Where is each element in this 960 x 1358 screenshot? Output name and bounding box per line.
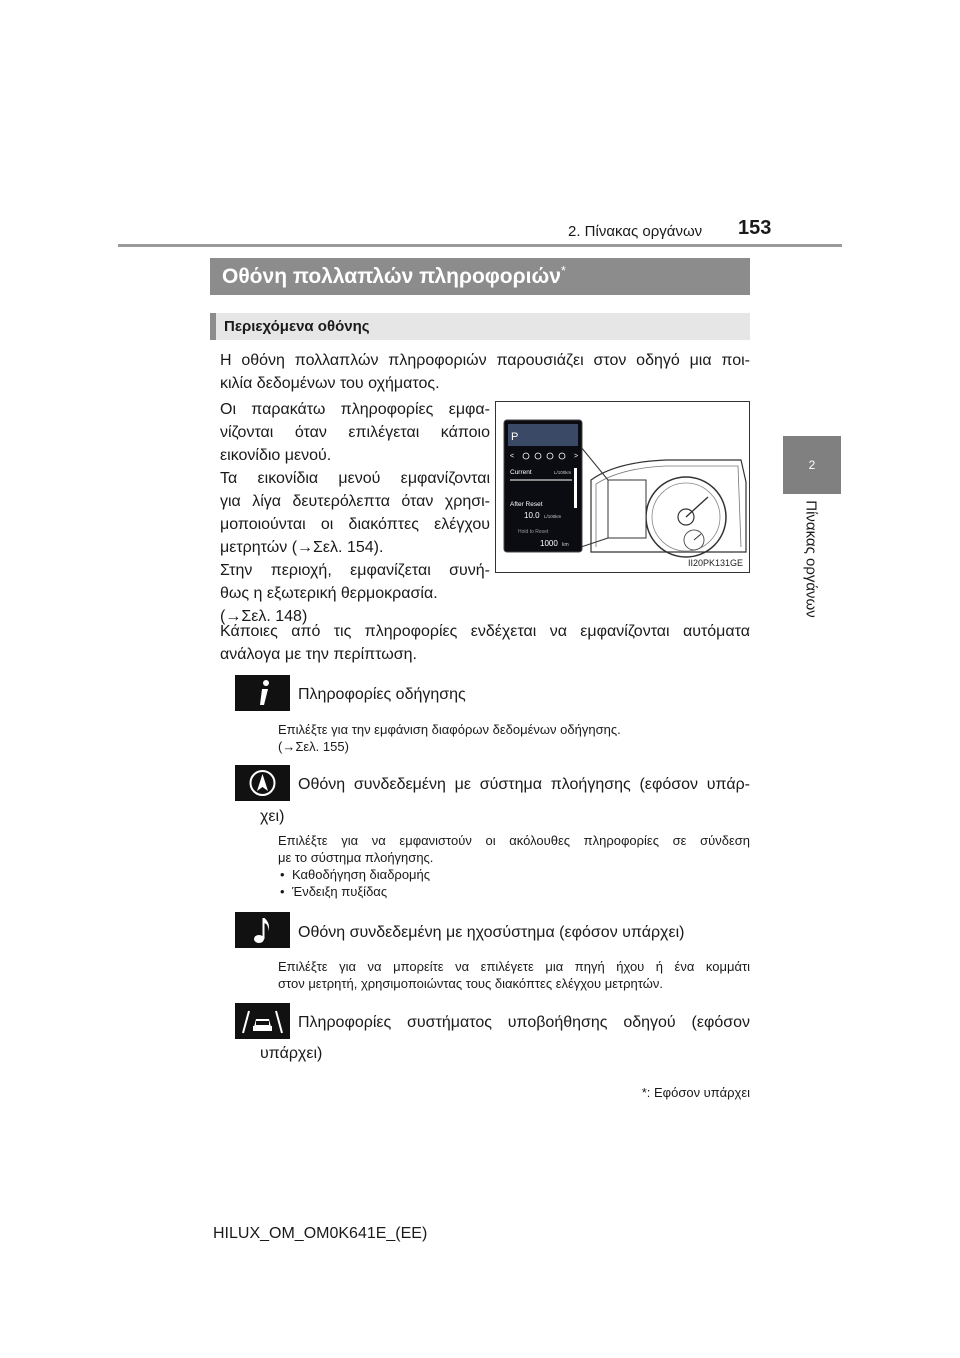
item-navigation-desc: Επιλέξτε για να εμφανιστούν οι ακόλουθες πληροφορίες σε σύνδεση με το σύστημα πλοήγησης. • Καθοδήγηση διαδρομής • Ένδειξη πυξίδας	[278, 832, 750, 900]
footnote-mark: *	[641, 1085, 647, 1100]
item-driving-info-title: Πληροφορίες οδήγησης	[298, 686, 466, 703]
subheading: Περιεχόμενα οθόνης	[210, 313, 750, 340]
footnote-mark: *	[560, 263, 566, 278]
screen-gear: P	[511, 431, 519, 443]
header-divider	[118, 244, 842, 247]
screen-odometer: 1000	[540, 539, 558, 548]
screen-after-reset-label: After Reset	[510, 501, 543, 508]
svg-text:km: km	[562, 542, 569, 548]
list-item: • Ένδειξη πυξίδας	[278, 883, 750, 900]
driver-assist-car-icon	[235, 1003, 290, 1039]
intro-paragraph: Η οθόνη πολλαπλών πληροφοριών παρουσιάζει στον οδηγό μια ποι- κιλία δεδομένων του οχήματος.	[220, 352, 750, 392]
side-tab-number: 2	[783, 436, 841, 494]
svg-text:>: >	[574, 453, 579, 460]
auto-display-paragraph: Κάποιες από τις πληροφορίες ενδέχεται να εμφανίζονται αυτόματα ανάλογα με την περίπτωση.	[220, 623, 750, 663]
music-note-icon	[235, 912, 290, 948]
item-navigation-title-line1: Οθόνη συνδεδεμένη με σύστημα πλοήγησης (εφόσον υπάρ-	[298, 776, 750, 793]
list-item: • Καθοδήγηση διαδρομής	[278, 866, 750, 883]
cluster-illustration	[496, 402, 750, 573]
screen-current-label: Current	[510, 469, 532, 476]
item-navigation-title-line2: χει)	[260, 808, 285, 825]
item-driving-info-desc: Επιλέξτε για την εμφάνιση διαφόρων δεδομένων οδήγησης. (→Σελ. 155)	[278, 722, 621, 754]
svg-text:<: <	[510, 453, 515, 460]
instrument-cluster-figure	[495, 401, 750, 573]
footnote: *: Εφόσον υπάρχει	[641, 1085, 750, 1100]
screen-fuel-value: 10.0	[524, 511, 540, 520]
section-title: Οθόνη πολλαπλών πληροφοριών*	[210, 258, 750, 295]
page-number: 153	[738, 217, 772, 239]
navigation-bullets	[278, 866, 750, 900]
document-code: HILUX_OM_OM0K641E_(EE)	[213, 1225, 428, 1242]
svg-text:L/100km: L/100km	[544, 514, 562, 519]
svg-text:L/100km: L/100km	[554, 470, 572, 475]
item-driver-assist-title-line1: Πληροφορίες συστήματος υποβοήθησης οδηγού (εφόσον	[298, 1014, 750, 1031]
navigation-icon	[235, 765, 290, 801]
svg-text:Hold to Reset: Hold to Reset	[518, 529, 549, 535]
menu-icons-paragraph: Οι παρακάτω πληροφορίες εμφα- νίζονται όταν επιλέγεται κάποιο εικονίδιο μενού. Τα εικονίδια μενού εμφανίζονται για λίγα δευτερόλεπτα όταν χρησι- μοποιούνται οι διακόπτες ελέγχου μετρητών (→Σελ. 154). Στην περιοχή, εμφανίζεται συνή- θως η εξωτερική θερμοκρασία. (→Σελ. 148)	[220, 401, 490, 625]
chapter-title: 2. Πίνακας οργάνων	[568, 223, 703, 240]
item-audio-title: Οθόνη συνδεδεμένη με ηχοσύστημα (εφόσον υπάρχει)	[298, 924, 685, 941]
item-driver-assist-title-line2: υπάρχει)	[260, 1045, 323, 1062]
item-audio-desc: Επιλέξτε για να μπορείτε να επιλέγετε μια πηγή ήχου ή ένα κομμάτι στον μετρητή, χρησιμοποιώντας τους διακόπτες ελέγχου μετρητών.	[278, 959, 750, 991]
side-tab-label: Πίνακας οργάνων	[802, 500, 820, 618]
figure-code: II20PK131GE	[687, 558, 743, 568]
info-icon	[235, 675, 290, 711]
